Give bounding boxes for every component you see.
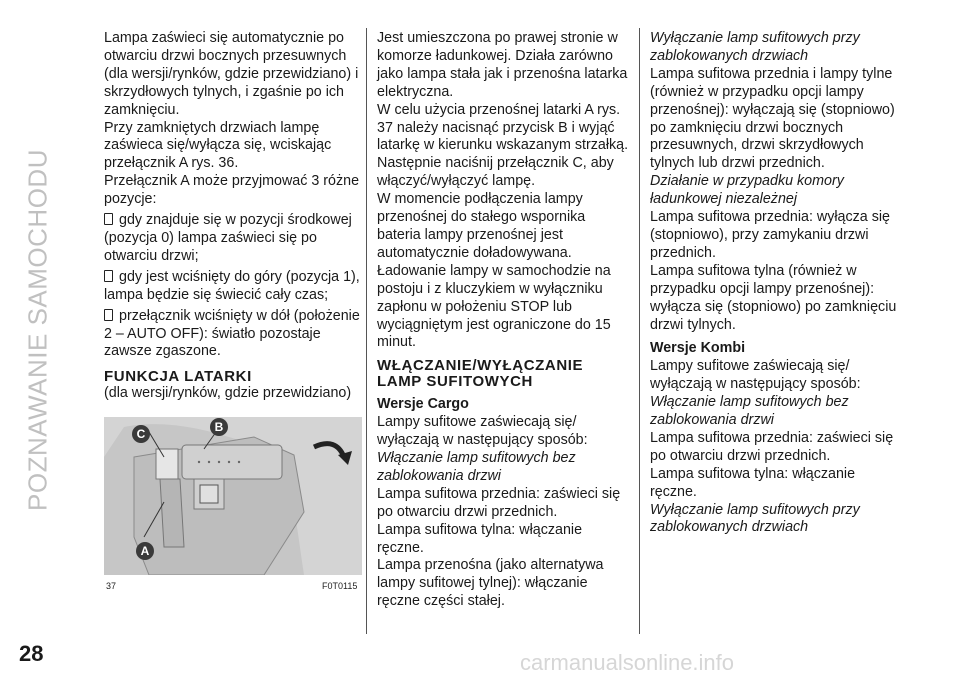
figure-code: F0T0115 <box>322 581 358 591</box>
figure-image <box>104 417 362 575</box>
watermark: carmanualsonline.info <box>520 650 735 675</box>
figure-number: 37 <box>106 581 117 591</box>
paragraph: Lampa zaświeci się automatycznie po otwarciu drzwi bocznych przesuwnych (dla wersji/rynków, gdzie przewidziano) i skrzydłowych tylnych, i zgaśnie po ich zamknięciu. <box>104 30 359 118</box>
column-divider-1 <box>366 28 367 634</box>
bullet-icon <box>104 213 113 225</box>
paragraph: Lampa sufitowa tylna: włączanie ręczne. <box>650 465 856 500</box>
paragraph: Lampa sufitowa przednia: zaświeci się po otwarciu drzwi przednich. <box>377 485 621 520</box>
list-item: gdy jest wciśnięty do góry (pozycja 1), lampa będzie się świecić cały czas; <box>104 268 360 303</box>
paragraph: Lampa sufitowa tylna: włączanie ręczne. <box>377 521 583 556</box>
subheading: Wersje Cargo <box>377 396 469 413</box>
paragraph: Ładowanie lampy w samochodzie na postoju i z kluczykiem w wyłączniku zapłonu w położeniu STOP lub wyciągniętym jest ograniczone do 15 minut. <box>377 262 611 351</box>
page-number: 28 <box>19 641 44 666</box>
column-2 <box>377 30 629 611</box>
paragraph: Lampy sufitowe zaświecają się/ wyłączają w następujący sposób: <box>377 414 588 449</box>
italic-subheading: Wyłączanie lamp sufitowych przy zablokowanych drzwiach <box>650 501 860 536</box>
paragraph: W celu użycia przenośnej latarki A rys. 37 należy nacisnąć przycisk B i wyjąć latarkę w kierunku wskazanym strzałką. Następnie naciśnij przełącznik C, aby włączyć/wyłączyć lampę. <box>377 101 629 190</box>
paragraph: Lampy sufitowe zaświecają się/ wyłączają w następujący sposób: <box>650 358 861 393</box>
paragraph: Lampa sufitowa przednia i lampy tylne (również w przypadku opcji lampy przenośnej): wyłączają się (stopniowo) po zamknięciu drzwi bocznych przesuwnych, drzwi skrzydłowych tylnych lub drzwi przednich. <box>650 65 895 172</box>
paragraph: Lampa przenośna (jako alternatywa lampy sufitowej tylnej): włączanie ręczne części stałej. <box>377 557 604 610</box>
subheading: Wersje Kombi <box>650 340 746 357</box>
bullet-icon <box>104 309 113 321</box>
paragraph: Przełącznik A może przyjmować 3 różne pozycje: <box>104 173 360 208</box>
paragraph: Lampa sufitowa tylna (również w przypadku opcji lampy przenośnej): wyłącza się (stopniowo) po zamknięciu drzwi tylnych. <box>650 262 897 333</box>
bullet-icon <box>104 270 113 282</box>
figure-label-c: C <box>132 425 150 443</box>
list-item: gdy znajduje się w pozycji środkowej (pozycja 0) lampa zaświeci się po otwarciu drzwi; <box>104 212 352 264</box>
italic-subheading: Włączanie lamp sufitowych bez zablokowania drzwi <box>377 450 576 484</box>
section-heading: FUNKCJA LATARKI <box>104 368 252 386</box>
column-1 <box>104 30 362 403</box>
figure-label-a: A <box>136 542 154 560</box>
paragraph: Przy zamkniętych drzwiach lampę zaświeca się/wyłącza się, wciskając przełącznik A rys. 36. <box>104 119 332 172</box>
figure-label-b: B <box>210 418 228 436</box>
paragraph: Lampa sufitowa przednia: wyłącza się (stopniowo), przy zamykaniu drzwi przednich. <box>650 209 890 261</box>
column-divider-2 <box>639 28 640 634</box>
section-heading: WŁĄCZANIE/WYŁĄCZANIE LAMP SUFITOWYCH <box>377 357 584 391</box>
italic-subheading: Wyłączanie lamp sufitowych przy zablokowanych drzwiach <box>650 30 860 64</box>
paragraph: W momencie podłączenia lampy przenośnej do stałego wspornika bateria lampy przenośnej jest automatycznie doładowywana. <box>377 191 586 261</box>
italic-subheading: Działanie w przypadku komory ładunkowej niezależnej <box>650 173 844 208</box>
italic-subheading: Włączanie lamp sufitowych bez zablokowania drzwi <box>650 394 849 429</box>
paragraph: Lampa sufitowa przednia: zaświeci się po otwarciu drzwi przednich. <box>650 429 894 464</box>
list-item: przełącznik wciśnięty w dół (położenie 2 – AUTO OFF): światło pozostaje zawsze zgaszone. <box>104 307 360 360</box>
paragraph: Jest umieszczona po prawej stronie w komorze ładunkowej. Działa zarówno jako lampa stała jak i przenośna latarka elektryczna. <box>377 30 628 100</box>
paragraph: (dla wersji/rynków, gdzie przewidziano) <box>104 385 352 402</box>
column-3 <box>650 30 902 537</box>
